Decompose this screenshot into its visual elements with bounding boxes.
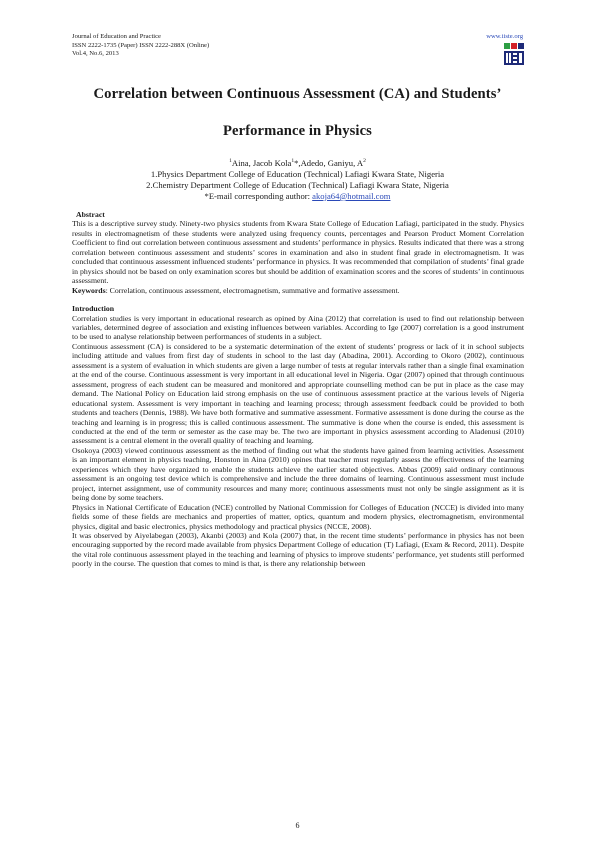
abstract-text: This is a descriptive survey study. Ninety-two physics students from Kwara State College of Education Lafiagi, participated in the study. Physics results in electromagnetism of these students were analyzed using frequency counts, percentages and Pearson Product Moment Correlation Coefficient to find out correlation between continuous assessment and students’ performance in physics. Results indicated that there was a strong correlation between continuous assessment and students’ scores in examination and also in student final grade in electromagnetism. It was concluded that continuous assessment influenced students’ performance in physics. It was recommended that compilation of students’ final grade in physics should not be based on only examination scores but should be addition of examination scores and the scores of students’ in continuous assessment. <box>72 219 524 286</box>
author-2: *,Adedo, Ganiyu, A <box>294 157 364 168</box>
issn: ISSN 2222-1735 (Paper) ISSN 2222-288X (Online) <box>72 41 210 49</box>
affiliation-2: 2.Chemistry Department College of Education (Technical) Lafiagi Kwara State, Nigeria <box>146 179 449 190</box>
keywords-label: Keywords <box>72 285 106 295</box>
volume-issue: Vol.4, No.6, 2013 <box>72 50 119 58</box>
affil-mark: 2 <box>363 158 366 164</box>
author-1: Aina, Jacob Kola <box>231 157 292 168</box>
affiliation-1: 1.Physics Department College of Education (Technical) Lafiagi Kwara State, Nigeria <box>150 168 445 179</box>
email-label: *E-mail corresponding author: <box>204 190 313 201</box>
email-link[interactable]: akoja64@hotmail.com <box>312 190 391 201</box>
affil-mark: 1 <box>229 158 232 164</box>
running-header <box>72 33 209 59</box>
intro-paragraph: Continuous assessment (CA) is considered to be a systematic determination of the extent of students’ progress or lack of it in school subjects including attitude and values from first day of students in school to the last day (Abadina, 2001). According to Okoro (2002), continuous assessment is a system of evaluation in which students are given a large number of tests at regular intervals rather than a single final examination at the end of the course. Continuous assessment is very important in all educational level in Nigeria. Ogar (2007) opined that through continuous assessment, progress of each student can be measured and monitored and appropriate counselling method can be put in place as the case may demand. The National Policy on Education laid strong emphasis on the use of continuous assessment practice at the various levels of Nigeria educational system. Assessment is very important in teaching and learning process; through assessment feedback could be provided to both students and teachers (Dennis, 1988). We have both formative and summative assessment. Formative assessment is done during the course as the teaching and learning is in progress; this is called continuous assessment. The summative is done when the course is ended, this assessment is conducted at the end of the term or semester as the case may be. The two are important in physics assessment according to Aladenusi (2010) assessment is a central element in the overall quality of teaching and learning. <box>72 341 524 446</box>
iiste-logo <box>504 43 524 65</box>
affil-mark: 1 <box>291 158 295 164</box>
journal-name: Journal of Education and Practice <box>72 33 161 40</box>
author-block <box>0 156 595 202</box>
corresponding-email <box>0 191 595 202</box>
intro-paragraph: Osokoya (2003) viewed continuous assessment as the method of finding out what the students have gained from learning activities. Assessment is an important element in physics teaching, Honston in Aina (2010) opines that teacher must regularly assess the effectiveness of the learning experiences which they have organized to enable the students achieve the earlier stated objectives. Abbas (2009) said ordinary continuous assessment is an ongoing test device which is comprehensive and include the three domains of learning. Continuous assessment must include project, internet assignment, use of community resources and many more; continuous assessments must not only be single assignment as it is being done by some teachers. <box>72 445 524 503</box>
introduction-heading: Introduction <box>72 304 115 314</box>
abstract-heading: Abstract <box>76 210 105 219</box>
intro-paragraph: Correlation studies is very important in educational research as opined by Aina (2012) that correlation is used to find out relationship between variables, determined degree of association and existing influences between variables. According to Ige (2007) correlation is a good instrument to be used to analyse relationship between performances of students in a subject. <box>72 313 524 342</box>
page-number: 6 <box>295 821 300 830</box>
website-link[interactable]: www.iiste.org <box>486 33 523 40</box>
paper-title-line-2: Performance in Physics <box>223 123 372 139</box>
author-names <box>0 156 595 169</box>
keywords-line <box>72 286 524 295</box>
article-body <box>72 210 524 569</box>
keywords-text: : Correlation, continuous assessment, electromagnetism, summative and formative assessment. <box>105 285 400 295</box>
paper-title-line-1: Correlation between Continuous Assessment (CA) and Students’ <box>93 86 502 102</box>
intro-paragraph: Physics in National Certificate of Education (NCE) controlled by National Commission for Colleges of Education (NCCE) is divided into many fields some of these fields are mechanics and properties of matter, optics, quantum and modern physics, electromagnetism, environmental physics, digital and basic electronics, physics methodology and practical physics (NCCE, 2008). <box>72 502 524 531</box>
intro-paragraph: It was observed by Aiyelabegan (2003), Akanbi (2003) and Kola (2007) that, in the recent time students’ performance in physics has not been encouraging supported by the record made available from physics Department College of education (T) Lafiagi, (Exam & Record, 2011). Despite the vital role continuous assessment played in the teaching and learning of physics to improve students’ performance, yet students still performed poorly in the course. The question that comes to mind is that, is there any relationship between <box>72 530 524 569</box>
